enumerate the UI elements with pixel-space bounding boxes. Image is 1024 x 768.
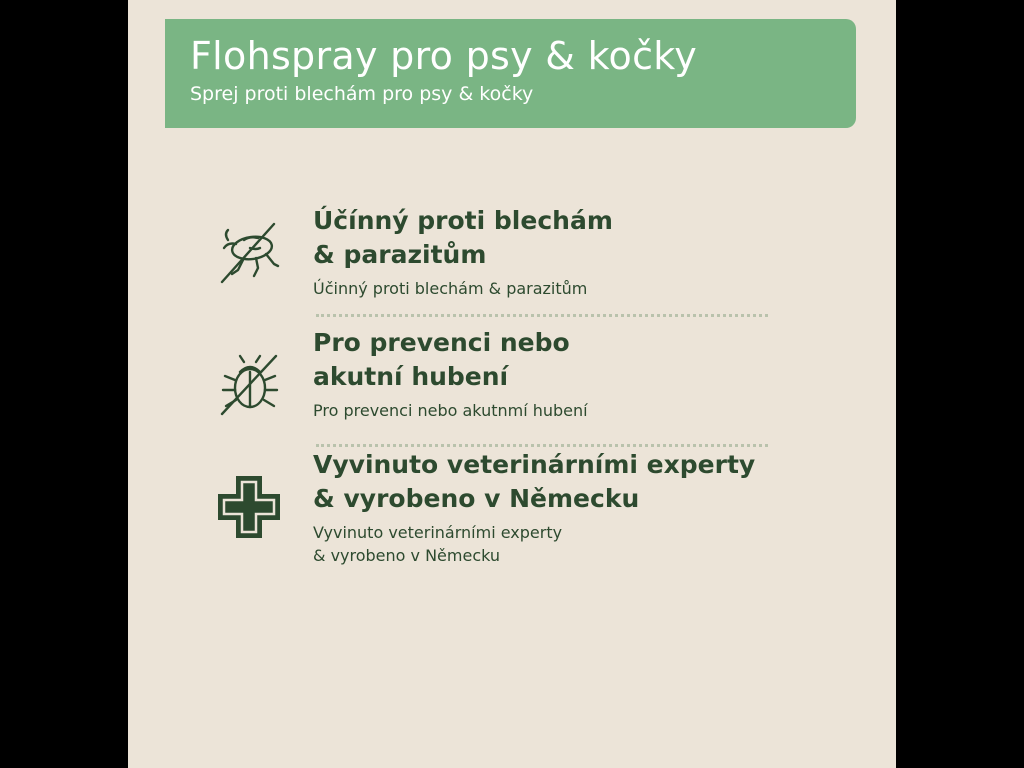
- feature-description-line: & vyrobeno v Německu: [313, 546, 501, 565]
- product-info-panel: [128, 0, 896, 768]
- medical-cross-icon: [214, 472, 284, 542]
- feature-heading: [313, 448, 773, 516]
- feature-description-line: Účinný proti blechám & parazitům: [313, 279, 588, 298]
- feature-heading-line: Pro prevenci nebo: [313, 328, 570, 357]
- feature-list: [214, 200, 774, 566]
- feature-heading-line: akutní hubení: [313, 362, 509, 391]
- feature-text: [313, 326, 773, 422]
- feature-item-prevention: [214, 322, 774, 444]
- feature-heading-line: Vyvinuto veterinárními experty: [313, 450, 756, 479]
- feature-heading-line: Účínný proti blechám: [313, 206, 613, 235]
- feature-text: [313, 204, 773, 300]
- dotted-divider: [316, 314, 768, 317]
- banner-title: Flohspray pro psy & kočky: [190, 34, 698, 78]
- feature-description: [313, 521, 773, 567]
- feature-heading: [313, 204, 773, 272]
- feature-heading: [313, 326, 773, 394]
- feature-description-line: Pro prevenci nebo akutnmí hubení: [313, 401, 588, 420]
- feature-description: [313, 277, 773, 300]
- feature-heading-line: & vyrobeno v Německu: [313, 484, 640, 513]
- feature-text: [313, 448, 773, 567]
- feature-description-line: Vyvinuto veterinárními experty: [313, 523, 563, 542]
- flea-crossed-icon: [214, 218, 284, 288]
- bug-crossed-icon: [214, 350, 284, 420]
- header-banner: [165, 19, 856, 128]
- feature-description: [313, 399, 773, 422]
- feature-item-effective: [214, 200, 774, 322]
- feature-heading-line: & parazitům: [313, 240, 487, 269]
- banner-subtitle: Sprej proti blechám pro psy & kočky: [190, 83, 534, 105]
- feature-item-veterinary: [214, 444, 774, 566]
